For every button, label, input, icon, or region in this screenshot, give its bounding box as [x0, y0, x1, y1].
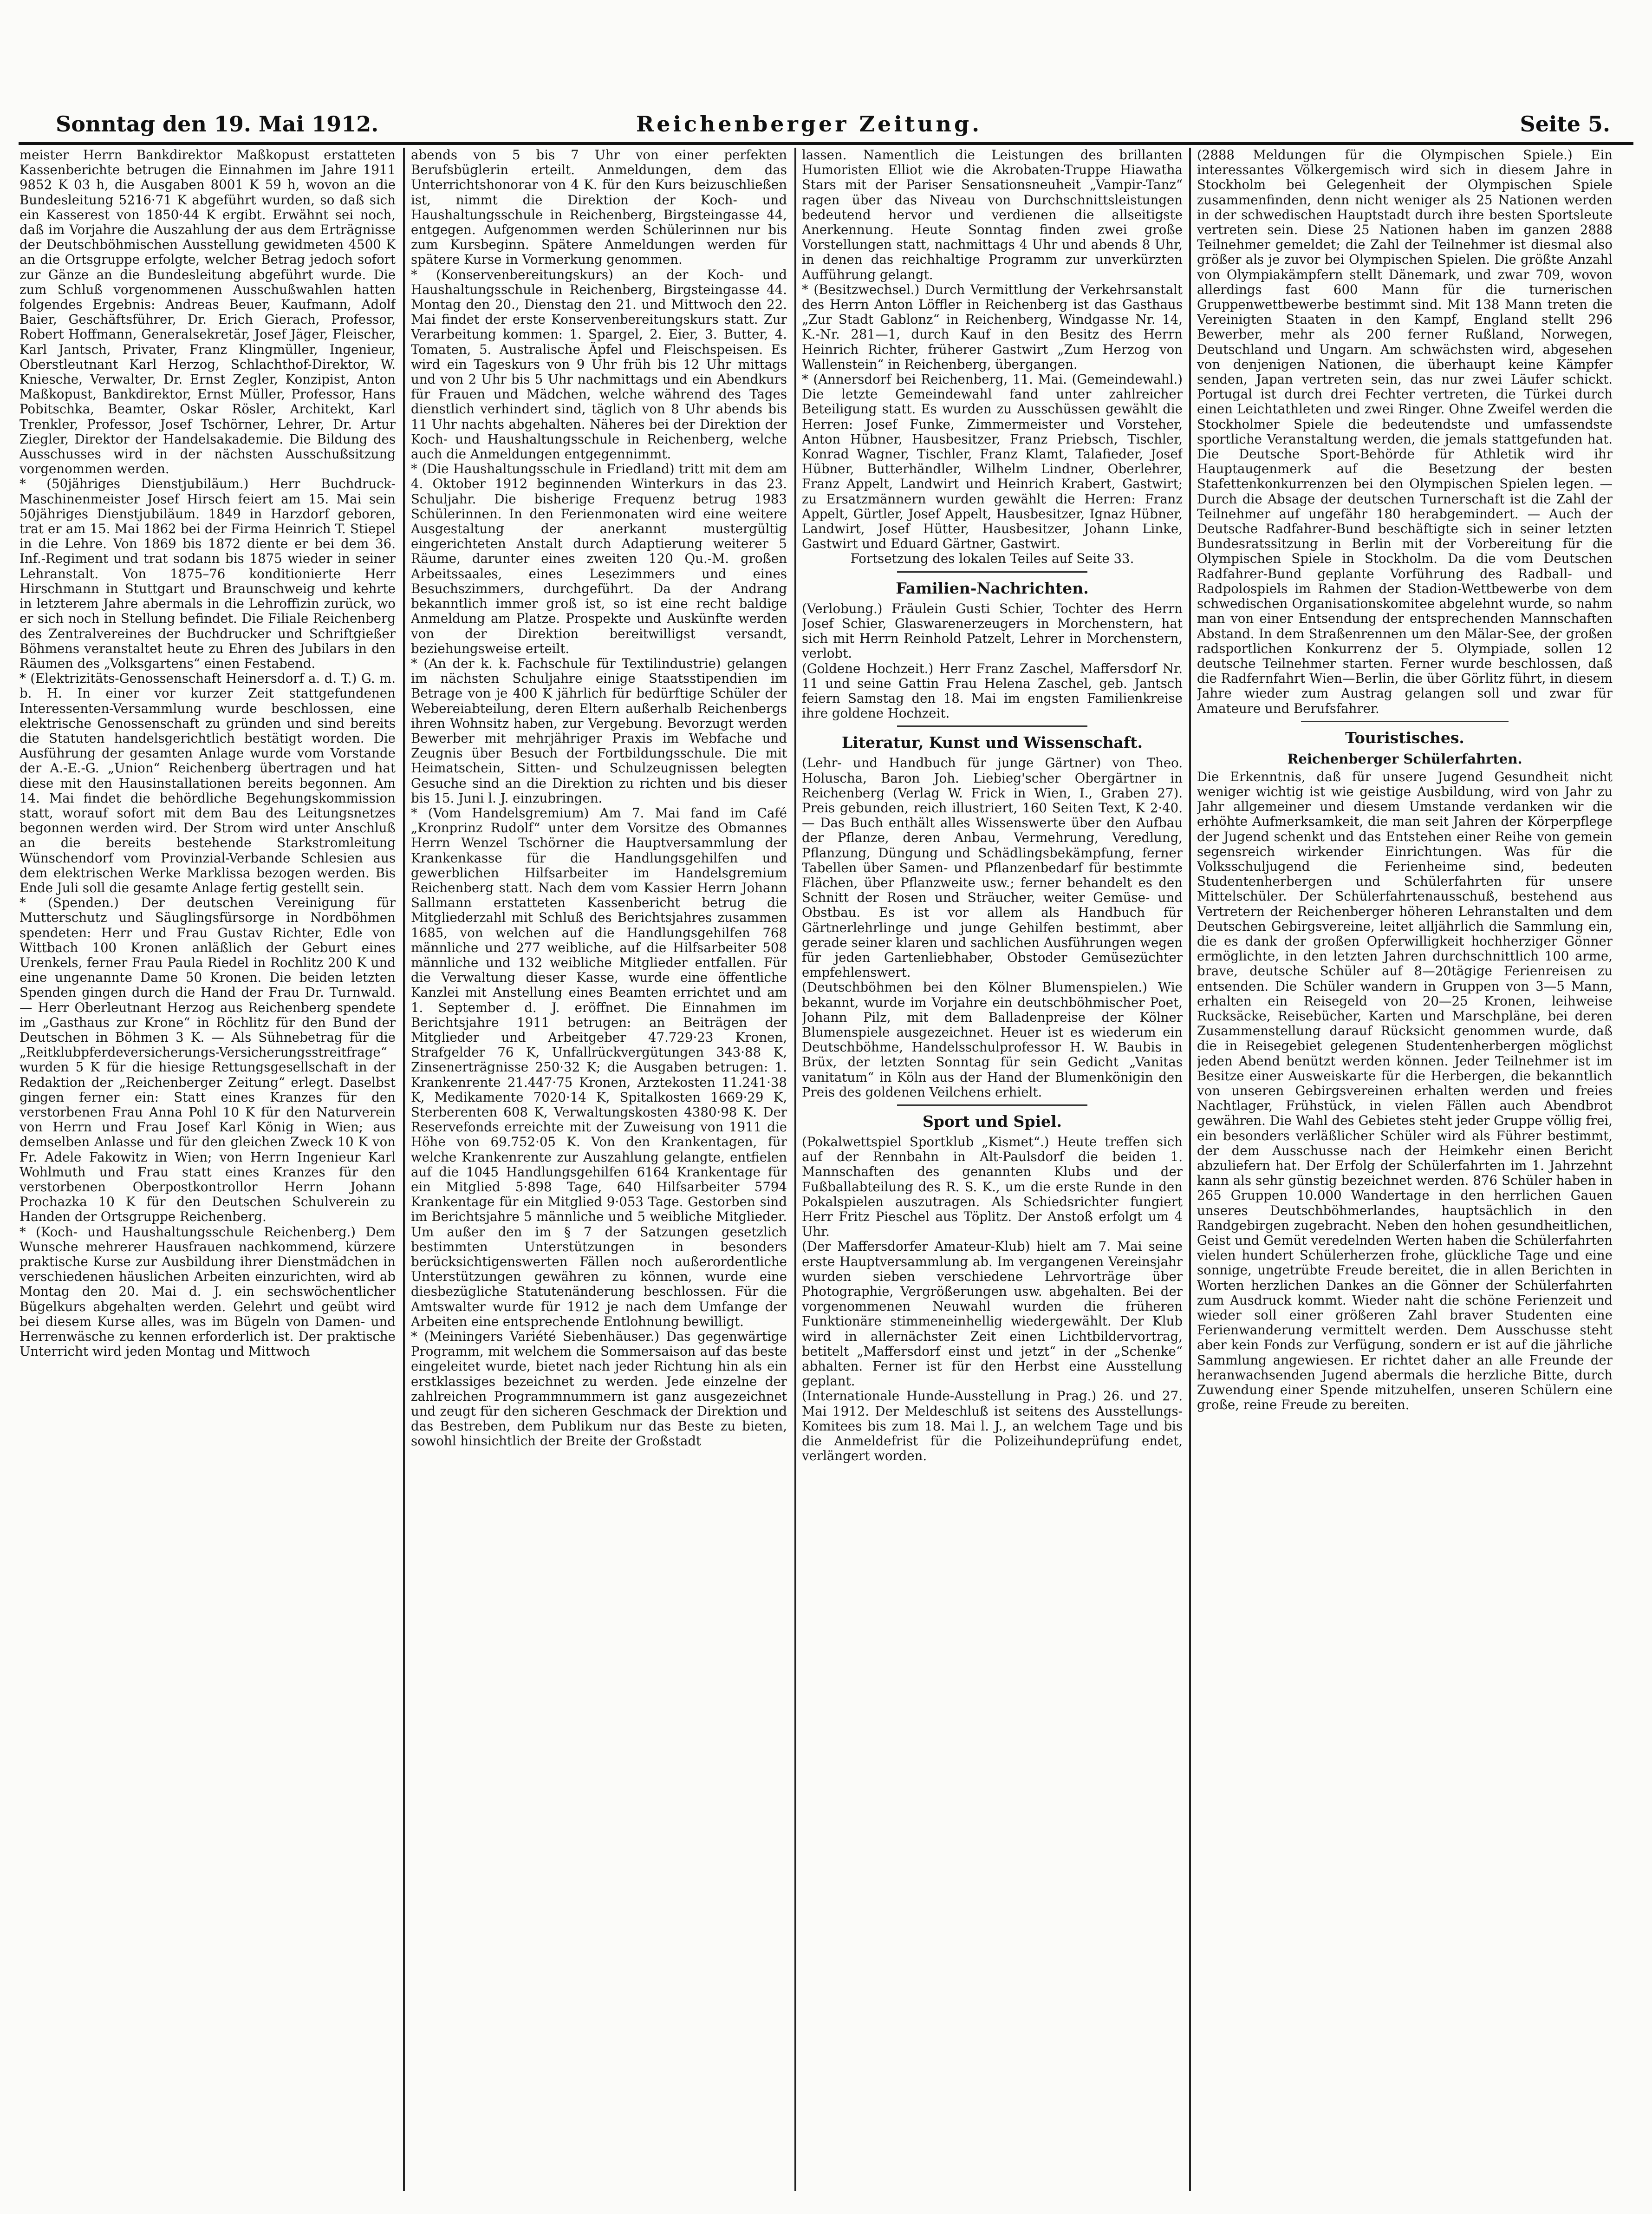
article-paragraph: * (Die Haushaltungsschule in Friedland) tritt mit dem am 4. Oktober 1912 beginnenden Winterkurs in das 23. Schuljahr. Die bisherige Frequenz betrug 1983 Schülerinnen. In den Ferienmonaten wird eine weitere Ausgestaltung der anerkannt mustergültig eingerichteten Anstalt durch Adaptierung weiterer 5 Räume, darunter eines zweiten 120 Qu.-M. großen Arbeitssaales, eines Lesezimmers und eines Besuchszimmers, durchgeführt. Da der Andrang bekanntlich immer groß ist, so ist eine recht baldige Anmeldung am Platze. Prospekte und Auskünfte werden von der Direktion bereitwilligst versandt, beziehungsweise erteilt. — [411, 461, 787, 656]
article-paragraph: (Goldene Hochzeit.) Herr Franz Zaschel, Maffersdorf Nr. 11 und seine Gattin Frau Helena Zaschel, geb. Jantsch feiern Samstag den 18. Mai im engsten Familienkreise ihre goldene Hochzeit. — [802, 660, 1183, 721]
column-divider — [794, 148, 796, 2191]
article-paragraph: lassen. Namentlich die Leistungen des brillanten Humoristen Elliot wie die Akrobaten-Truppe Hiawatha Stars mit der Pariser Sensationsneuheit „Vampir-Tanz“ ragen über das Niveau von Durchschnittsleistungen bedeutend hervor und verdienen die allseitigste Anerkennung. Heute Sonntag finden zwei große Vorstellungen statt, nachmittags 4 Uhr und abends 8 Uhr, in denen das reichhaltige Programm zur unverkürzten Aufführung gelangt. — [802, 148, 1183, 282]
article-paragraph: meister Herrn Bankdirektor Maßkopust erstatteten Kassenberichte betrugen die Einnahmen im Jahre 1911 9852 K 03 h, die Ausgaben 8001 K 59 h, wovon an die Bundesleitung 5216·71 K abgeführt wurden, so daß sich ein Kasserest von 1850·44 K ergibt. Erwähnt sei noch, daß im Vorjahre die Auszahlung der aus dem Erträgnisse der Deutschböhmischen Ausstellung gewidmeten 4500 K an die Ortsgruppe erfolgte, welcher Betrag jedoch sofort zur Gänze an die Bundesleitung abgeführt wurde. Die zum Schluß vorgenommenen Ausschußwahlen hatten folgendes Ergebnis: Andreas Beuer, Kaufmann, Adolf Baier, Geschäftsführer, Dr. Erich Gierach, Professor, Robert Hoffmann, Generalsekretär, Josef Jäger, Fleischer, Karl Jantsch, Privater, Franz Klingmüller, Ingenieur, Oberstleutnant Karl Herzog, Schlachthof-Direktor, W. Kniesche, Verwalter, Dr. Ernst Zegler, Konzipist, Anton Maßkopust, Bankdirektor, Ernst Müller, Professor, Hans Pobitschka, Beamter, Oskar Rösler, Architekt, Karl Trenkler, Professor, Josef Tschörner, Lehrer, Dr. Artur Ziegler, Direktor der Handelsakademie. Die Bildung des Ausschusses wird in der nächsten Ausschußsitzung vorgenommen werden. — [20, 148, 396, 477]
column-divider — [403, 148, 405, 2191]
article-paragraph: * (Konservenbereitungskurs) an der Koch- und Haushaltungsschule in Reichenberg, Birgsteingasse 44. Montag den 20., Dienstag den 21. und Mittwoch den 22. Mai findet der erste Konservenbereitungskurs statt. Zur Verarbeitung kommen: 1. Spargel, 2. Eier, 3. Butter, 4. Tomaten, 5. Australische Äpfel und Fleischspeisen. Es wird ein Tageskurs von 9 Uhr früh bis 12 Uhr mittags und von 2 Uhr bis 5 Uhr nachmittags und ein Abendkurs für Frauen und Mädchen, welche während des Tages dienstlich verhindert sind, täglich von 8 Uhr abends bis 11 Uhr nachts abgehalten. Näheres bei der Direktion der Koch- und Haushaltungsschule in Reichenberg, welche auch die Anmeldungen entgegennimmt. — [411, 267, 787, 462]
article-paragraph: * (Annersdorf bei Reichenberg, 11. Mai. (Gemeindewahl.) Die letzte Gemeindewahl fand unter zahlreicher Beteiligung statt. Es wurden zu Ausschüssen gewählt die Herren: Josef Funke, Zimmermeister und Vorsteher, Anton Hübner, Hausbesitzer, Franz Priebsch, Tischler, Konrad Wagner, Tischler, Franz Klamt, Talafieder, Josef Hübner, Butterhändler, Wilhelm Lindner, Oberlehrer, Franz Appelt, Landwirt und Heinrich Krabert, Gastwirt; zu Ersatzmännern wurden gewählt die Herren: Franz Appelt, Gürtler, Josef Appelt, Hausbesitzer, Ignaz Hübner, Landwirt, Josef Hütter, Hausbesitzer, Johann Linke, Gastwirt und Eduard Gärtner, Gastwirt. — [802, 372, 1183, 552]
article-paragraph: (Der Maffersdorfer Amateur-Klub) hielt am 7. Mai seine erste Hauptversammlung ab. Im vergangenen Vereinsjahr wurden sieben verschiedene Lehrvorträge über Photographie, Vergrößerungen usw. abgehalten. Bei der vorgenommenen Neuwahl wurden die früheren Funktionäre stimmeneinhellig wiedergewählt. Der Klub wird in allernächster Zeit einen Lichtbildervortrag, betitelt „Maffersdorf einst und jetzt“ in der „Schenke“ abhalten. Ferner ist für den Herbst eine Ausstellung geplant. — [802, 1239, 1183, 1389]
article-paragraph: Die Erkenntnis, daß für unsere Jugend Gesundheit nicht weniger wichtig ist wie geistige Ausbildung, wird von Jahr zu Jahr allgemeiner und diesem Umstande verdanken wir die erhöhte Aufmerksamkeit, die man seit Jahren der Körperpflege der Jugend schenkt und das Entstehen einer Reihe von gemein segensreich wirkender Einrichtungen. Was für die Volksschuljugend die Ferienheime sind, bedeuten Studentenherbergen und Schülerfahrten für unsere Mittelschüler. Der Schülerfahrtenausschuß, bestehend aus Vertretern der Reichenberger höheren Lehranstalten und dem Deutschen Gebirgsvereine, leitet alljährlich die Sammlung ein, die es dank der großen Opferwilligkeit hochherziger Gönner ermöglichte, in den letzten Jahren durchschnittlich 100 arme, brave, deutsche Schüler auf 8—20tägige Ferienreisen zu entsenden. Die Schüler wandern in Gruppen von 3—5 Mann, erhalten ein Reisegeld von 20—25 Kronen, leihweise Rucksäcke, Reisebücher, Karten und Marschpläne, bei deren Zusammenstellung darauf Rücksicht genommen wurde, daß die in Reisegebiet gelegenen Studentenherbergen möglichst jeden Abend benützt werden können. Jeder Teilnehmer ist im Besitze einer Ausweiskarte für die Herbergen, die bekanntlich von unseren Gebirgsvereinen erhalten werden und freies Nachtlager, Frühstück, in vielen Fällen auch Abendbrot gewähren. Die Wahl des Gebietes steht jeder Gruppe völlig frei, ein besonders verläßlicher Schüler wird als Führer bestimmt, der dem Ausschusse nach der Heimkehr einen Bericht abzuliefern hat. Der Erfolg der Schülerfahrten im 1. Jahrzehnt kann als sehr günstig bezeichnet werden. 876 Schüler haben in 265 Gruppen 10.000 Wandertage in den herrlichen Gauen unseres Deutschböhmerlandes, hauptsächlich in den Randgebirgen zugebracht. Neben den hohen gesundheitlichen, Geist und Gemüt veredelnden Werten haben die Schülerfahrten vielen hundert Schülerherzen frohe, glückliche Tage und eine sonnige, ungetrübte Freude bereitet, die in allen Berichten in Worten herzlichen Dankes an die Gönner der Schülerfahrten zum Ausdruck kommt. Wieder naht die schöne Ferienzeit und wieder soll einer größeren Zahl braver Studenten eine Ferienwanderung vermittelt werden. Dem Ausschusse steht aber kein Fonds zur Verfügung, sondern er ist auf die jährliche Sammlung angewiesen. Er richtet daher an alle Freunde der heranwachsenden Jugend abermals die herzliche Bitte, durch Zuwendung einer Spende mitzuhelfen, unseren Schülern eine große, reine Freude zu bereiten. — [1197, 769, 1613, 1413]
header-paper-title: Reichenberger Zeitung. — [636, 111, 982, 137]
column-2 — [411, 148, 787, 2186]
article-title-school-trips: Reichenberger Schülerfahrten. — [1287, 751, 1522, 767]
article-paragraph: (2888 Meldungen für die Olympischen Spiele.) Ein interessantes Völkergemisch wird sich in diesem Jahre in Stockholm bei Gelegenheit der Olympischen Spiele zusammenfinden, denn nicht weniger als 25 Nationen werden in der schwedischen Hauptstadt durch ihre besten Sportsleute vertreten sein. Diese 25 Nationen haben im ganzen 2888 Teilnehmer gemeldet; die Zahl der Teilnehmer ist diesmal also größer als je zuvor bei Olympischen Spielen. Die größte Anzahl von Olympiakämpfern stellt Dänemark, und zwar 709, wovon allerdings fast 600 Mann für die turnerischen Gruppenwettbewerbe bestimmt sind. Mit 138 Mann treten die Vereinigten Staaten in den Kampf, England stellt 296 Bewerber, mehr als 200 ferner Rußland, Norwegen, Deutschland und Ungarn. Am schwächsten wird, abgesehen von denjenigen Nationen, die überhaupt keine Kämpfer senden, Japan vertreten sein, das nur zwei Läufer schickt. Portugal ist durch drei Fechter vertreten, die Türkei durch einen Leichtathleten und zwei Ringer. Ohne Zweifel werden die Stockholmer Spiele die bedeutendste und umfassendste sportliche Veranstaltung werden, die jemals stattgefunden hat. Die Deutsche Sport-Behörde für Athletik wird ihr Hauptaugenmerk auf die Besetzung der besten Stafettenkonkurrenzen bei den Olympischen Spielen legen. — Durch die Absage der deutschen Turnerschaft ist die Zahl der Teilnehmer auf ungefähr 180 herabgemindert. — Auch der Deutsche Radfahrer-Bund beschäftigte sich in seiner letzten Bundesratssitzung in Berlin mit der Vorbereitung für die Olympischen Spiele in Stockholm. Da die vom Deutschen Radfahrer-Bund geplante Vorführung des Radball- und Radpolospiels im Rahmen der Stadion-Wettbewerbe von dem schwedischen Organisationskomitee abgelehnt wurde, so nahm man von einer Entsendung der entsprechenden Mannschaften Abstand. In dem Straßenrennen um den Mälar-See, der großen radsportlichen Konkurrenz der 5. Olympiade, sollen 12 deutsche Teilnehmer starten. Ferner wurde beschlossen, daß die Radfernfahrt Wien—Berlin, die über Görlitz führt, in diesem Jahre wieder zum Austrag gelangen soll und zwar für Amateure und Berufsfahrer. — [1197, 148, 1613, 716]
section-rule — [1301, 721, 1509, 722]
section-heading-literature: Literatur, Kunst und Wissenschaft. — [842, 733, 1143, 752]
section-rule — [897, 571, 1087, 573]
article-paragraph: abends von 5 bis 7 Uhr von einer perfekten Berufsbüglerin erteilt. Anmeldungen, dem das Unterrichtshonorar von 4 K. für den Kurs beizuschließen ist, nimmt die Direktion der Koch- und Haushaltungsschule in Reichenberg, Birgsteingasse 44, entgegen. Aufgenommen werden Schülerinnen nur bis zum Kursbeginn. Spätere Anmeldungen werden für spätere Kurse in Vormerkung genommen. — [411, 148, 787, 268]
article-paragraph: * (Koch- und Haushaltungsschule Reichenberg.) Dem Wunsche mehrerer Hausfrauen nachkommend, kürzere praktische Kurse zur Ausbildung ihrer Dienstmädchen in verschiedenen häuslichen Arbeiten einzurichten, wird ab Montag den 20. Mai d. J. ein sechswöchentlicher Bügelkurs abgehalten werden. Gelehrt und geübt wird bei diesem Kurse alles, was im Bügeln von Damen- und Herrenwäsche zu kennen erforderlich ist. Der praktische Unterricht wird jeden Montag und Mittwoch — [20, 1224, 396, 1359]
section-rule — [897, 725, 1087, 727]
article-paragraph: (Deutschböhmen bei den Kölner Blumenspielen.) Wie bekannt, wurde im Vorjahre ein deutschböhmischer Poet, Johann Pilz, mit dem Balladenpreise der Kölner Blumenspiele ausgezeichnet. Heuer ist es wiederum ein Deutschböhme, Handelsschulprofessor H. W. Baubis in Brüx, der letzten Sonntag für sein Gedicht „Vanitas vanitatum“ in Köln aus der Hand der Blumenkönigin den Preis des goldenen Veilchens erhielt. — [802, 980, 1183, 1100]
column-divider — [1189, 148, 1191, 2191]
column-4 — [1197, 148, 1613, 2186]
section-rule — [897, 1104, 1087, 1106]
article-paragraph: * (50jähriges Dienstjubiläum.) Herr Buchdruck-Maschinenmeister Josef Hirsch feiert am 15. Mai sein 50jähriges Dienstjubiläum. 1849 in Harzdorf geboren, trat er am 15. Mai 1862 bei der Firma Heinrich T. Stiepel in die Lehre. Von 1869 bis 1872 diente er bei dem 36. Inf.-Regiment und trat sodann bis 1875 wieder in seiner Lehranstalt. Von 1875–76 konditionierte Herr Hirschmann in Stuttgart und Braunschweig und kehrte in letzterem Jahre abermals in die Lehroffizin zurück, wo er sich noch in Stellung befindet. Die Filiale Reichenberg des Zentralvereines der Buchdrucker und Schriftgießer Böhmens veranstaltet heute zu Ehren des Jubilars in den Räumen des „Volksgartens“ einen Festabend. — [20, 476, 396, 671]
section-heading-family: Familien-Nachrichten. — [896, 579, 1089, 597]
section-heading-sport: Sport und Spiel. — [922, 1112, 1062, 1130]
article-paragraph: * (Elektrizitäts-Genossenschaft Heinersdorf a. d. T.) G. m. b. H. In einer vor kurzer Zeit stattgefundenen Interessenten-Versammlung wurde beschlossen, eine elektrische Genossenschaft zu gründen und sind bereits die Statuten handelsgerichtlich bestätigt worden. Die Ausführung der gesamten Anlage wurde vom Vorstande der A.-E.-G. „Union“ Reichenberg übertragen und hat diese mit den Hausinstallationen bereits begonnen. Am 14. Mai findet die behördliche Begehungskommission statt, worauf sofort mit dem Bau des Leitungsnetzes begonnen werden wird. Der Strom wird unter Anschluß an die bereits bestehende Starkstromleitung Wünschendorf vom Provinzial-Verbande Schlesien aus dem elektrischen Werke Marklissa bezogen werden. Bis Ende Juli soll die gesamte Anlage fertig gestellt sein. — [20, 671, 396, 895]
section-heading-tourism: Touristisches. — [1345, 728, 1464, 747]
article-paragraph: (Verlobung.) Fräulein Gusti Schier, Tochter des Herrn Josef Schier, Glaswarenerzeugers in Morchenstern, hat sich mit Herrn Reinhold Patzelt, Lehrer in Morchenstern, verlobt. — [802, 601, 1183, 661]
article-paragraph: * (Meiningers Variété Siebenhäuser.) Das gegenwärtige Programm, mit welchem die Sommersaison auf das beste eingeleitet wurde, bietet nach jeder Richtung hin als ein erstklassiges bezeichnet zu werden. Jede einzelne der zahlreichen Programmnummern ist ganz ausgezeichnet und zeugt für den sicheren Geschmack der Direktion und das Bestreben, dem Publikum nur das Beste zu bieten, sowohl hinsichtlich der Breite der Großstadt — [411, 1329, 787, 1449]
continuation-note: Fortsetzung des lokalen Teiles auf Seite 33. — [850, 551, 1134, 567]
article-paragraph: * (Vom Handelsgremium) Am 7. Mai fand im Café „Kronprinz Rudolf“ unter dem Vorsitze des Obmannes Herrn Wenzel Tschörner die Hauptversammlung der Krankenkasse für die Handlungsgehilfen und gewerblichen Hilfsarbeiter im Handelsgremium Reichenberg statt. Nach dem vom Kassier Herrn Johann Sallmann erstatteten Kassenbericht betrug die Mitgliederzahl mit Schluß des Berichtsjahres zusammen 1685, von welchen auf die Handlungsgehilfen 768 männliche und 277 weibliche, auf die Hilfsarbeiter 508 männliche und 132 weibliche Mitglieder entfallen. Für die Verwaltung dieser Kasse, wurde eine öffentliche Kanzlei mit Anstellung eines Beamten errichtet und am 1. September d. J. eröffnet. Die Einnahmen im Berichtsjahre 1911 betrugen: an Beiträgen der Mitglieder und Arbeitgeber 47.729·23 Kronen, Strafgelder 76 K, Unfallrückvergütungen 343·88 K, Zinsenerträgnisse 250·32 K; die Ausgaben betrugen: 1. Krankenrente 21.447·75 Kronen, Arztekosten 11.241·38 K, Medikamente 7020·14 K, Spitalkosten 1669·29 K, Sterberenten 608 K, Verwaltungskosten 4380·98 K. Der Reservefonds erreichte mit der Zuweisung von 1911 die Höhe von 69.752·05 K. Von den Krankentagen, für welche Krankenrente zur Auszahlung gelangte, entfielen auf die 1045 Handlungsgehilfen 6164 Krankentage für ein Mitglied 5·898 Tage, 640 Hilfsarbeiter 5794 Krankentage für ein Mitglied 9·053 Tage. Gestorben sind im Berichtsjahre 5 männliche und 5 weibliche Mitglieder. Um außer den im § 7 der Satzungen gesetzlich bestimmten Unterstützungen in besonders berücksichtigenswerten Fällen noch außerordentliche Unterstützungen gewähren zu können, wurde eine diesbezügliche Statutenänderung beschlossen. Für die Amtswalter wurde für 1912 je nach dem Umfange der Arbeiten eine entsprechende Entlohnung bewilligt. — [411, 805, 787, 1329]
article-paragraph: * (Spenden.) Der deutschen Vereinigung für Mutterschutz und Säuglingsfürsorge in Nordböhmen spendeten: Herr und Frau Gustav Richter, Edle von Wittbach 100 Kronen anläßlich der Geburt eines Urenkels, ferner Frau Paula Riedel in Rochlitz 200 K und eine ungenannte Dame 50 Kronen. Die beiden letzten Spenden gingen durch die Hand der Frau Dr. Turnwald. — Herr Oberleutnant Herzog aus Reichenberg spendete im „Gasthaus zur Krone“ in Röchlitz für den Bund der Deutschen in Böhmen 3 K. — Als Sühnebetrag für die „Reitklubpferdeversicherungs-Versicherungsstreitfrage“ wurden 5 K für die hiesige Rettungsgesellschaft in der Redaktion der „Reichenberger Zeitung“ erlegt. Daselbst gingen ferner ein: Statt eines Kranzes für den verstorbenen Frau Anna Pohl 10 K für den Naturverein von Herrn und Frau Josef Karl König in Wien; aus demselben Anlasse und für den gleichen Zweck 10 K von Fr. Adele Fakowitz in Wien; von Herrn Ingenieur Karl Wohlmuth und Frau statt eines Kranzes für den verstorbenen Oberpostkontrollor Herrn Johann Prochazka 10 K für den Deutschen Schulverein zu Handen der Ortsgruppe Reichenberg. — [20, 895, 396, 1225]
header-page-number: Seite 5. — [1520, 111, 1610, 137]
header-date: Sonntag den 19. Mai 1912. — [56, 111, 379, 137]
article-paragraph: (Pokalwettspiel Sportklub „Kismet“.) Heute treffen sich auf der Rennbahn in Alt-Paulsdorf die beiden 1. Mannschaften des genannten Klubs und der Fußballabteilung des R. S. K., um die erste Runde in den Pokalspielen auszutragen. Als Schiedsrichter fungiert Herr Fritz Pieschel aus Töplitz. Der Anstoß erfolgt um 4 Uhr. — [802, 1134, 1183, 1240]
header-rule — [19, 142, 1633, 145]
article-paragraph: * (Besitzwechsel.) Durch Vermittlung der Verkehrsanstalt des Herrn Anton Löffler in Reichenberg ist das Gasthaus „Zur Stadt Gablonz“ in Reichenberg, Windgasse Nr. 14, K.-Nr. 281—1, durch Kauf in den Besitz des Herrn Heinrich Richter, früherer Gastwirt „Zum Herzog von Wallenstein“ in Reichenberg, übergangen. — [802, 281, 1183, 372]
column-1 — [20, 148, 396, 2186]
column-3 — [802, 148, 1183, 2186]
page-header — [19, 107, 1624, 144]
article-paragraph: * (An der k. k. Fachschule für Textilindustrie) gelangen im nächsten Schuljahre einige Staatsstipendien im Betrage von je 400 K jährlich für bedürftige Schüler der Webereiabteilung, deren Eltern außerhalb Reichenbergs ihren Wohnsitz haben, zur Vergebung. Bevorzugt werden Bewerber mit mehrjähriger Praxis im Webfache und Zeugnis über Besuch der Fortbildungsschule. Die mit Heimatschein, Sitten- und Schulzeugnissen belegten Gesuche sind an die Direktion zu richten und bis dieser bis 15. Juni l. J. einzubringen. — [411, 655, 787, 806]
article-paragraph: (Internationale Hunde-Ausstellung in Prag.) 26. und 27. Mai 1912. Der Meldeschluß ist seitens des Ausstellungs-Komitees bis zum 18. Mai l. J., an welchem Tage und bis die Anmeldefrist für die Polizeihundeprüfung endet, verlängert worden. — [802, 1388, 1183, 1464]
article-paragraph: (Lehr- und Handbuch für junge Gärtner) von Theo. Holuscha, Baron Joh. Liebieg'scher Obergärtner in Reichenberg (Verlag W. Frick in Wien, I., Graben 27). Preis gebunden, reich illustriert, 160 Seiten Text, K 2·40. — Das Buch enthält alles Wissenswerte über den Aufbau der Pflanze, deren Anbau, Vermehrung, Veredlung, Pflanzung, Düngung und Schädlingsbekämpfung, ferner Tabellen über Samen- und Pflanzenbedarf für bestimmte Flächen, über Pflanzweite usw.; ferner behandelt es den Schnitt der Rosen und Sträucher, weiter Gemüse- und Obstbau. Es ist vor allem als Handbuch für Gärtnerlehrlinge und junge Gehilfen bestimmt, aber gerade seiner klaren und sachlichen Ausführungen wegen für jeden Gartenliebhaber, Obstoder Gemüsezüchter empfehlenswert. — [802, 755, 1183, 980]
